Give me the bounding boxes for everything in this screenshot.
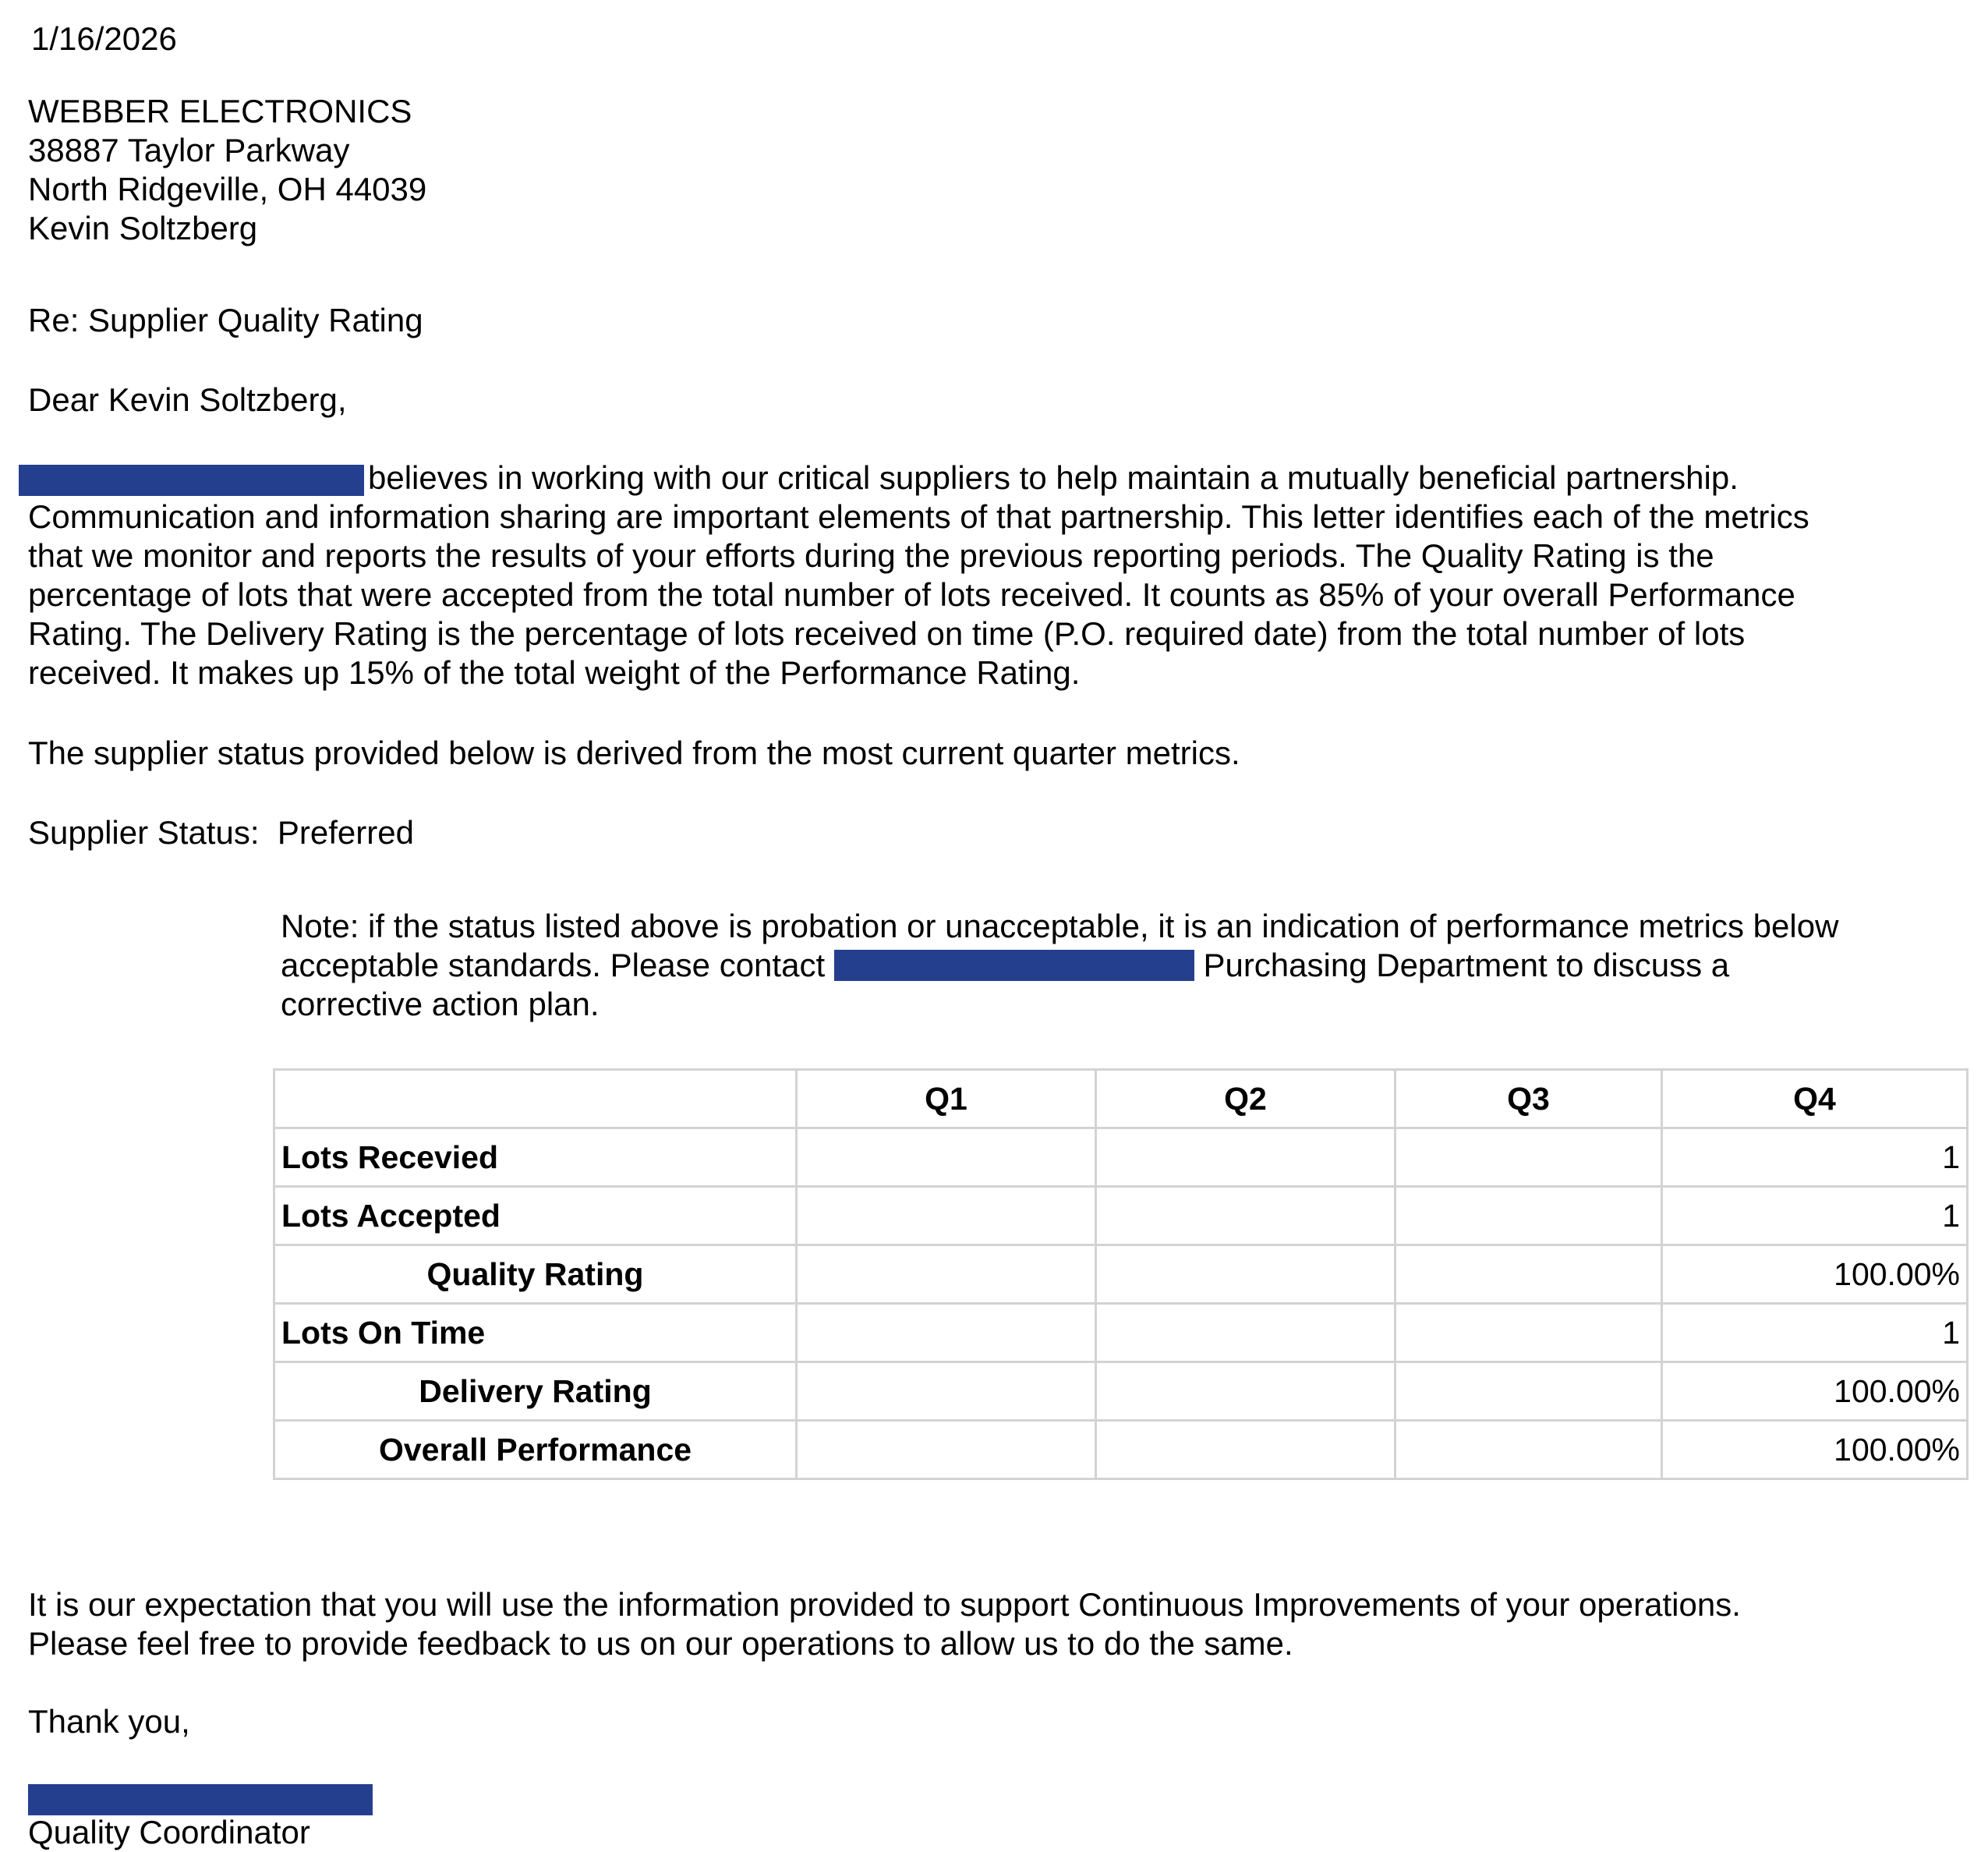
supplier-status-label: Supplier Status: (28, 814, 260, 851)
cell-q2 (1096, 1128, 1395, 1187)
intro-line-2: Communication and information sharing are important elements of that partnership. This letter identifies each of the metrics (28, 498, 1809, 535)
cell-q3 (1395, 1128, 1662, 1187)
cell-q4: 1 (1662, 1304, 1968, 1362)
note-line-2 (281, 946, 1729, 985)
recipient-street: 38887 Taylor Parkway (28, 132, 350, 168)
cell-q3 (1395, 1421, 1662, 1479)
row-label-quality-rating: Quality Rating (274, 1245, 797, 1304)
cell-q4: 100.00% (1662, 1245, 1968, 1304)
row-label-overall-performance: Overall Performance (274, 1421, 797, 1479)
cell-q2 (1096, 1245, 1395, 1304)
cell-q1 (797, 1362, 1096, 1421)
cell-q3 (1395, 1187, 1662, 1245)
table-header-q4: Q4 (1662, 1070, 1968, 1128)
cell-q2 (1096, 1304, 1395, 1362)
redacted-company-name-note (834, 950, 1194, 981)
cell-q4: 1 (1662, 1128, 1968, 1187)
redacted-company-name (19, 465, 364, 496)
row-label-lots-on-time: Lots On Time (274, 1304, 797, 1362)
cell-q1 (797, 1421, 1096, 1479)
closing-line-1: It is our expectation that you will use the information provided to support Continuous Improvements of your operations. (28, 1586, 1741, 1623)
table-header-q3: Q3 (1395, 1070, 1662, 1128)
row-label-delivery-rating: Delivery Rating (274, 1362, 797, 1421)
letter-date: 1/16/2026 (31, 20, 177, 57)
table-row (274, 1187, 1968, 1245)
signer-title: Quality Coordinator (28, 1814, 310, 1850)
intro-line-3: that we monitor and reports the results of your efforts during the previous reporting periods. The Quality Rating is the (28, 537, 1714, 574)
table-row (274, 1362, 1968, 1421)
subject-line: Re: Supplier Quality Rating (28, 302, 423, 338)
intro-line-6: received. It makes up 15% of the total weight of the Performance Rating. (28, 654, 1081, 691)
cell-q4: 100.00% (1662, 1362, 1968, 1421)
cell-q1 (797, 1187, 1096, 1245)
note-line-2-after: Purchasing Department to discuss a (1203, 947, 1730, 983)
cell-q1 (797, 1128, 1096, 1187)
note-line-2-before: acceptable standards. Please contact (281, 947, 826, 983)
salutation: Dear Kevin Soltzberg, (28, 381, 347, 418)
table-row (274, 1245, 1968, 1304)
thanks-line: Thank you, (28, 1703, 190, 1740)
supplier-status (28, 813, 414, 852)
cell-q2 (1096, 1362, 1395, 1421)
intro-line-4: percentage of lots that were accepted from the total number of lots received. It counts as 85% of your overall Performance (28, 576, 1795, 613)
table-row (274, 1421, 1968, 1479)
cell-q4: 1 (1662, 1187, 1968, 1245)
recipient-contact: Kevin Soltzberg (28, 210, 258, 246)
cell-q3 (1395, 1304, 1662, 1362)
cell-q1 (797, 1304, 1096, 1362)
intro-line-5: Rating. The Delivery Rating is the percentage of lots received on time (P.O. required date) from the total number of lots (28, 615, 1746, 652)
table-header-q1: Q1 (797, 1070, 1096, 1128)
intro-line-1: believes in working with our critical suppliers to help maintain a mutually beneficial partnership. (368, 459, 1739, 496)
note-line-1: Note: if the status listed above is probation or unacceptable, it is an indication of performance metrics below (281, 908, 1839, 944)
table-header-label (274, 1070, 797, 1128)
cell-q3 (1395, 1362, 1662, 1421)
row-label-lots-accepted: Lots Accepted (274, 1187, 797, 1245)
recipient-company: WEBBER ELECTRONICS (28, 93, 412, 129)
redacted-signer-name (28, 1784, 373, 1815)
quarterly-metrics-table (273, 1068, 1969, 1480)
cell-q2 (1096, 1421, 1395, 1479)
table-row (274, 1304, 1968, 1362)
cell-q4: 100.00% (1662, 1421, 1968, 1479)
cell-q1 (797, 1245, 1096, 1304)
table-header-q2: Q2 (1096, 1070, 1395, 1128)
status-intro: The supplier status provided below is derived from the most current quarter metrics. (28, 735, 1240, 771)
closing-line-2: Please feel free to provide feedback to us on our operations to allow us to do the same. (28, 1625, 1293, 1662)
note-line-3: corrective action plan. (281, 986, 600, 1022)
cell-q3 (1395, 1245, 1662, 1304)
row-label-lots-received: Lots Recevied (274, 1128, 797, 1187)
recipient-city: North Ridgeville, OH 44039 (28, 171, 427, 207)
table-header-row (274, 1070, 1968, 1128)
cell-q2 (1096, 1187, 1395, 1245)
table-row (274, 1128, 1968, 1187)
supplier-status-value: Preferred (277, 814, 414, 851)
